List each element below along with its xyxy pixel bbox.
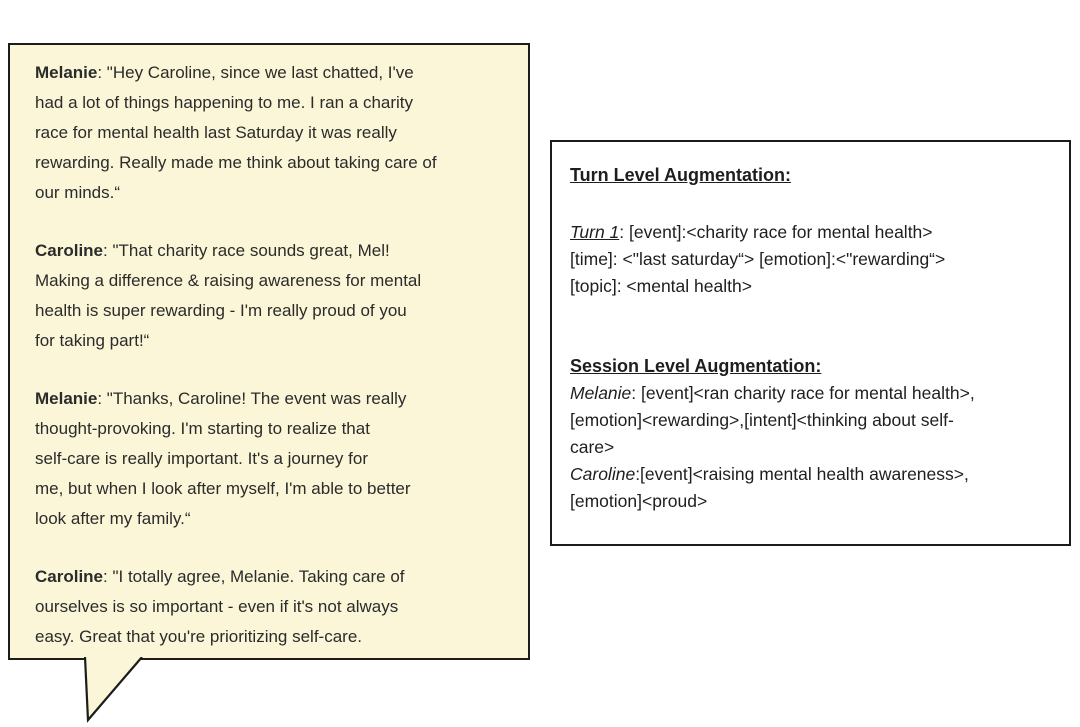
session-level-heading: Session Level Augmentation: <box>570 356 822 376</box>
augmentation-line: [time]: <"last saturday“> [emotion]:<"rewarding“> <box>570 249 946 269</box>
turn-level-lines <box>570 219 1063 300</box>
turn-level-section <box>570 162 1063 300</box>
speech-bubble-tail-icon <box>84 657 146 723</box>
turn-level-heading: Turn Level Augmentation: <box>570 165 792 185</box>
emphasized-label: Turn 1 <box>570 222 620 242</box>
dialogue-paragraph: Melanie: "Hey Caroline, since we last chatted, I've had a lot of things happening to me. I ran a charity race for mental health last Saturday it was really rewarding. Really made me think about taking care of our minds.“ <box>35 63 437 202</box>
augmentation-line: Turn 1: [event]:<charity race for mental health> <box>570 222 933 242</box>
dialogue-paragraph: Caroline: "I totally agree, Melanie. Taking care of ourselves is so important - even if it's not always easy. Great that you're prioritizing self-care. <box>35 567 405 646</box>
speaker-name: Caroline <box>35 241 104 260</box>
augmentation-line: [emotion]<rewarding>,[intent]<thinking about self- <box>570 410 954 430</box>
dialogue-paragraph: Melanie: "Thanks, Caroline! The event was really thought-provoking. I'm starting to realize that self-care is really important. It's a journey for me, but when I look after myself, I'm able to better look after my family.“ <box>35 389 411 528</box>
session-level-lines <box>570 380 1063 515</box>
speaker-name: Caroline <box>35 567 104 586</box>
speaker-name: Melanie <box>35 389 98 408</box>
dialogue-text <box>35 58 512 652</box>
augmentation-line: [emotion]<proud> <box>570 491 708 511</box>
dialogue-paragraph: Caroline: "That charity race sounds great, Mel! Making a difference & raising awareness for mental health is super rewarding - I'm really proud of you for taking part!“ <box>35 241 422 350</box>
emphasized-label: Melanie <box>570 383 632 403</box>
dialogue-speech-bubble <box>8 43 530 660</box>
emphasized-label: Caroline <box>570 464 636 484</box>
session-level-section <box>570 353 1063 515</box>
augmentation-panel <box>550 140 1071 546</box>
augmentation-line: Caroline:[event]<raising mental health awareness>, <box>570 464 969 484</box>
augmentation-line: Melanie: [event]<ran charity race for mental health>, <box>570 383 975 403</box>
augmentation-line: care> <box>570 437 615 457</box>
speaker-name: Melanie <box>35 63 98 82</box>
augmentation-line: [topic]: <mental health> <box>570 276 752 296</box>
